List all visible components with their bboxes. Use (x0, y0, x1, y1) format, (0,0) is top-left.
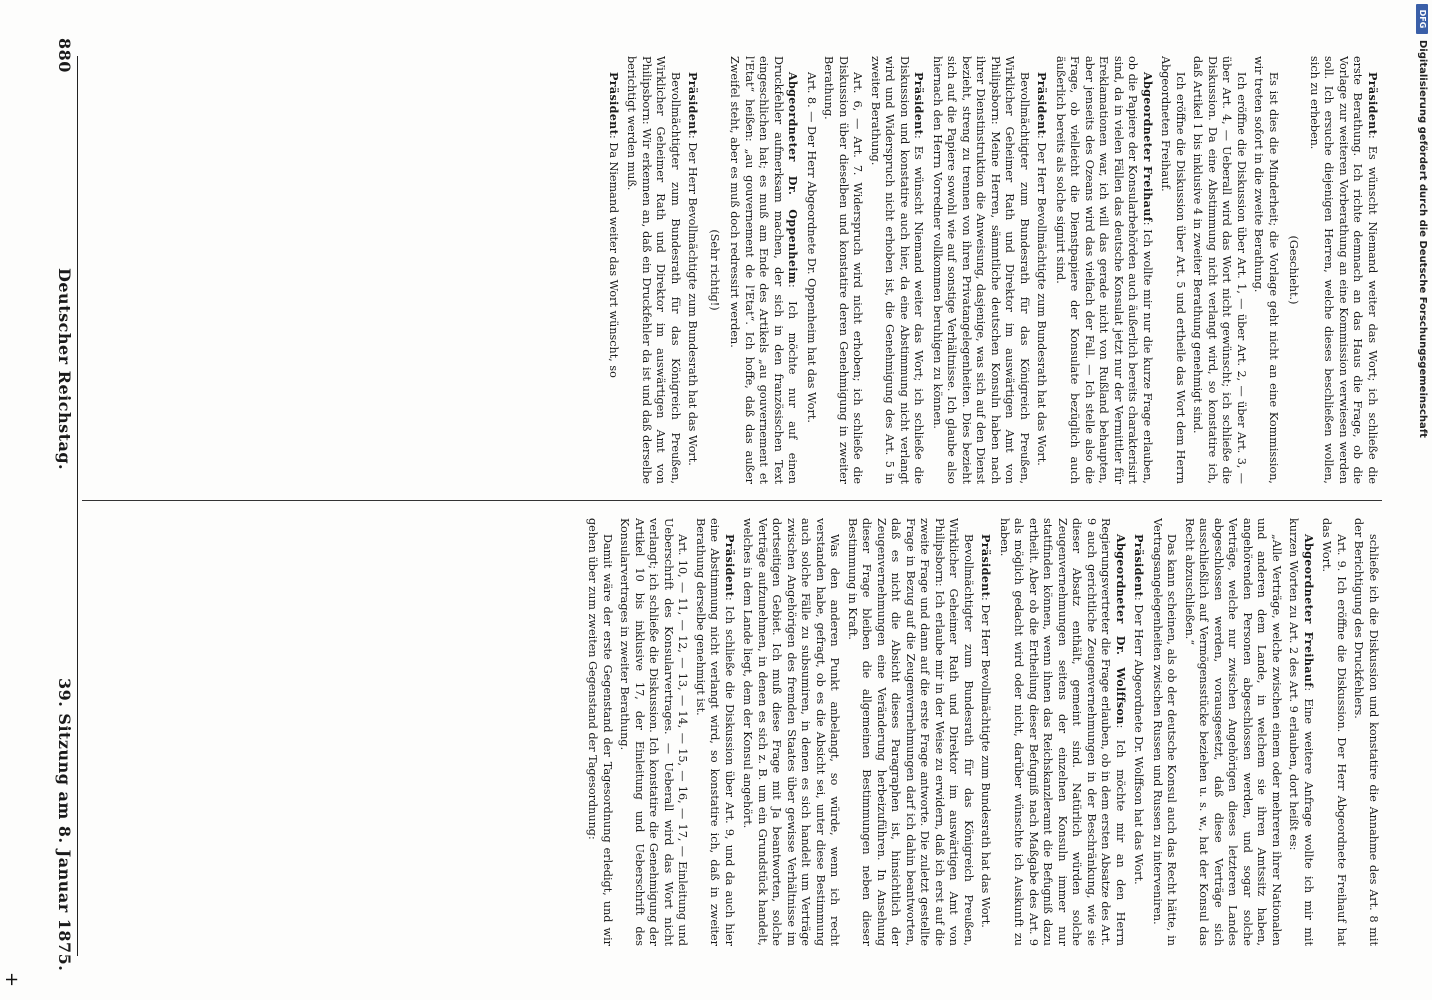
paragraph (930, 56, 1032, 484)
paragraph-text: Art. 8. — Der Herr Abgeordnete Dr. Oppenheim hat das Wort. (805, 72, 818, 423)
paragraph (845, 518, 976, 946)
speaker-name: Präsident (607, 72, 621, 136)
paragraph (1182, 518, 1284, 946)
paragraph (606, 56, 622, 484)
dfg-logo-text: DFG (1418, 9, 1427, 29)
paragraph-text: : Ich wollte mir nur die kurze Frage erlauben, ob die Papiere der Konsularbehörden auch äußerlich bereits charakterisirt sind, da in vielen Fällen das deutsche Konsulat jetzt nur der Vermittler für Ereklamationen war, ich will das gerade nicht von Rußland behaupten, aber jenseits des Ozeans wird das vielfach der Fall. — Ich stelle also die Frage, ob vielleicht die Dienstpapiere der Konsulate bezüglich auch äußerlich bereits als solche signirt sind. (1054, 56, 1154, 484)
paragraph-text: : Der Herr Bevollmächtigte zum Bundesrath hat das Wort. (686, 135, 700, 466)
speaker-name: Präsident (912, 72, 927, 136)
speaker-name: Abgeordneter Freihauf (1141, 72, 1155, 222)
paragraph (1319, 518, 1348, 946)
paragraph-text: Es ist dies die Minderheit; die Vorlage geht nicht an eine Kommission, wir treten sofort in die zweite Berathung. (1252, 56, 1280, 484)
paragraph-text: „Alle Verträge, welche zwischen einem oder mehreren ihrer Nationalen und anderen dem Lande, in welchem sie ihren Amtssitz haben, angehörenden Personen abgeschlossen werden, und sogar solche Verträge, welche nur zwischen Angehörigen dieses letzteren Landes abgeschlossen werden, vorausgesetzt, daß diese Verträge sich ausschließlich auf Vermögensstücke beziehen u. s. w., hat der Konsul das Recht abzuschließen.“ (1183, 518, 1283, 946)
paragraph (868, 56, 927, 484)
paragraph: (Sehr richtig!) (708, 229, 721, 311)
header-right-title: 39. Sitzung am 8. Januar 1875. (55, 678, 74, 972)
digitization-note (1415, 40, 1429, 980)
paragraph (1190, 56, 1248, 484)
paragraph (1251, 56, 1280, 484)
paragraph (1150, 518, 1179, 946)
digitization-note-text: Digitalisierung gefördert durch die Deutsche Forschungsgemeinschaft (1417, 40, 1428, 438)
column-divider (82, 500, 1382, 501)
paragraph (1307, 56, 1381, 484)
speaker-name: Präsident (1366, 72, 1380, 136)
paragraph-text: Das kann scheinen, als ob der deutsche Konsul auch das Recht hätte, in Vertragsangelegenheiten zwischen Russen und Russen zu interveniren. (1151, 518, 1179, 946)
paragraph (997, 518, 1129, 946)
speaker-name: Präsident (979, 534, 994, 598)
paragraph-text: : Eine weitere Anfrage wollte ich mir mit kurzen Worten zu Art. 2 des Art. 9 erlauben, dort heißt es: (1287, 518, 1315, 946)
paragraph-text: Ich eröffne die Diskussion über Art. 5 und ertheile das Wort dem Herrn Abgeordneten Freihauf. (1159, 56, 1187, 484)
paragraph (685, 56, 701, 484)
paragraph-text: Bevollmächtigter zum Bundesrath für das Königreich Preußen, Wirklicher Geheimer Rath und Direktor im auswärtigen Amt von Philipsborn: Meine Herren, sämmtliche deutschen Konsuln haben nach ihrer Dienstinstruktion die Anweisung, dasjenige, was sich auf den Dienst bezieht, streng zu trennen von ihren Privatangelegenheiten. Dies bezieht sich auf die Papiere sowohl wie auf sonstige Verhältnisse. Ich glaube also hiernach den Herrn Vorredner vollkommen beruhigen zu können. (931, 56, 1031, 484)
paragraph (727, 56, 801, 484)
paragraph (1131, 518, 1147, 946)
paragraph-text: : Ich möchte mir an den Herrn Regierungsvertreter die Frage erlauben, ob in dem ersten Absatze des Art. 9 auch gerichtliche Zeugenvernehmungen in der Beschränkung, wie sie dieser Absatz enthält, gemeint sind. Natürlich würden solche Zeugenvernehmungen seitens der einzelnen Konsuln immer nur stattfinden können, wenn ihnen das Reichskanzleramt die Befugniß dazu ertheilt. Aber ob die Ertheilung dieser Befugniß nach Maßgabe des Art. 9 als möglich gedacht wird oder nicht, darüber wünschte ich Auskunft zu haben. (998, 518, 1127, 946)
left-column (85, 56, 1380, 484)
paragraph-text: : Es wünscht Niemand weiter das Wort; ich schließe die Diskussion und konstatire auch hier, da eine Abstimmung nicht verlangt wird und Widerspruch nicht erhoben ist, die Genehmigung des Art. 5 in zweiter Berathung. (869, 56, 926, 484)
paragraph (978, 518, 994, 946)
speaker-name: Präsident (723, 534, 737, 598)
paragraph (1053, 56, 1156, 484)
paragraph-text: : Da Niemand weiter das Wort wünscht, so (607, 135, 620, 378)
paragraph-text: : Ich möchte nur auf einen Druckfehler aufmerksam machen, der sich in den französischen Text eingeschlichen hat; es muß am Ende des Artikels „au gouvernement et l'Etat“ heißen: „au gouvernement de l'Etat“. Ich hoffe, daß das außer Zweifel steht, aber es muß doch redressirt werden. (728, 56, 800, 484)
paragraph-text: Art. 9. Ich eröffne die Diskussion. Der Herr Abgeordnete Freihauf hat das Wort. (1320, 518, 1348, 946)
paragraph-text: : Der Herr Abgeordnete Dr. Wolffson hat das Wort. (1132, 597, 1146, 885)
speaker-name: Präsident (1132, 534, 1147, 598)
paragraph-text: : Der Herr Bevollmächtigte zum Bundesrath hat das Wort. (1035, 135, 1049, 466)
paragraph-text: Bevollmächtigter zum Bundesrath für das Königreich Preußen, Wirklicher Geheimer Rath und Direktor im auswärtigen Amt von Philipsborn: Wir erkennen an, daß ein Druckfehler da ist und daß derselbe berichtigt werden muß. (625, 56, 682, 484)
paragraph (821, 56, 865, 484)
paragraph (624, 56, 682, 484)
paragraph: (Geschieht.) (1287, 235, 1301, 305)
paragraph-text: : Ich schließe die Diskussion über Art. 9, und da auch hier eine Abstimmung nicht verlangt wird, so konstatire ich, daß in zweiter Berathung derselbe genehmigt ist. (694, 518, 736, 946)
corner-mark: + (1, 972, 22, 988)
paragraph (804, 56, 819, 484)
paragraph-text: Damit wäre der erste Gegenstand der Tagesordnung erledigt, und wir gehen über zum zweiten Gegenstand der Tagesordnung: (586, 518, 614, 946)
speaker-name: Abgeordneter Dr. Wolffson (1114, 534, 1128, 725)
paragraph (585, 518, 614, 946)
paragraph (617, 518, 690, 946)
paragraph (1158, 56, 1187, 484)
speaker-name: Präsident (686, 72, 701, 136)
right-column (85, 518, 1380, 946)
paragraph-text: : Es wünscht Niemand weiter das Wort; ich schließe die erste Berathung. Ich richte demnach an das Haus die Frage, ob die Vorlage zur weiteren Vorberathung an eine Kommission verwiesen werden soll. Ich ersuche diejenigen Herren, welche dieses beschließen wollen, sich zu erheben. (1308, 56, 1379, 484)
speaker-name: Abgeordneter Freihauf (1302, 534, 1316, 688)
paragraph (1351, 518, 1380, 946)
paragraph (693, 518, 738, 946)
paragraph (740, 518, 842, 946)
paragraph-text: Art. 6, — Art. 7. Widerspruch wird nicht erhoben; ich schließe die Diskussion über dieselben und konstatire deren Genehmigung in zweiter Berathung. (822, 56, 865, 484)
running-header (48, 38, 74, 972)
page-number: 880 (55, 38, 74, 73)
paragraph-text: : Der Herr Bevollmächtigte zum Bundesrath hat das Wort. (979, 597, 993, 928)
paragraph-text: schließe ich die Diskussion und konstatire die Annahme des Art. 8 mit der Berichtigung des Druckfehlers. (1352, 518, 1380, 946)
paragraph-text: Art. 10, — 11, — 12, — 13, — 14, — 15, — 16, — 17, — Einleitung und Ueberschrift des Konsularvertrages. — Ueberall wird das Wort nicht verlangt; ich schließe die Diskussion. Ich konstatire die Genehmigung der Artikel 10 bis inklusive 17, der Einleitung und Ueberschrift des Konsularvertrages in zweiter Berathung. (618, 518, 690, 946)
paragraph-text: Ich eröffne die Diskussion über Art. 1, — über Art. 2, — über Art. 3, — über Art. 4, — Ueberall wird das Wort nicht gewünscht; ich schließe die Diskussion. Da eine Abstimmung nicht verlangt wird, so konstatire ich, daß Artikel 1 bis inklusive 4 in zweiter Berathung genehmigt sind. (1191, 56, 1248, 484)
paragraph-text: Was den anderen Punkt anbelangt, so würde, wenn ich recht verstanden habe, gefragt, ob es die Absicht sei, unter diese Bestimmung auch solche Fälle zu subsumiren, in denen es sich handelt um Verträge zwischen Angehörigen des fremden Staates über gewisse Verhältnisse im dortseitigen Gebiet. Ich muß diese Frage mit Ja beantworten, solche Verträge aufzunehmen, in denen es sich z. B. um ein Grundstück handelt, welches in dem Lande liegt, dem der Konsul angehört. (741, 518, 842, 946)
paragraph-text: Bevollmächtigter zum Bundesrath für das Königreich Preußen, Wirklicher Geheimer Rath und Direktor im auswärtigen Amt von Philipsborn: Ich erlaube mir in der Weise zu erwidern, daß ich erst auf die zweite Frage und dann auf die erste Frage antworte. Die zuletzt gestellte Frage in Bezug auf die Zeugenvernehmungen darf ich dahin beantworten, daß es nicht die Absicht dieses Paragraphen ist, hinsichtlich der Zeugenvernehmungen eine Veränderung herbeizuführen. In Ansehung dieser Frage bleiben die allgemeinen Bestimmungen neben dieser Bestimmung in Kraft. (846, 518, 975, 946)
paragraph (1034, 56, 1050, 484)
header-left-title: Deutscher Reichstag. (55, 268, 74, 471)
dfg-logo (1416, 4, 1428, 34)
speaker-name: Präsident (1035, 72, 1050, 136)
header-rule (77, 56, 78, 956)
speaker-name: Abgeordneter Dr. Oppenheim (786, 72, 801, 284)
paragraph (1286, 518, 1316, 946)
